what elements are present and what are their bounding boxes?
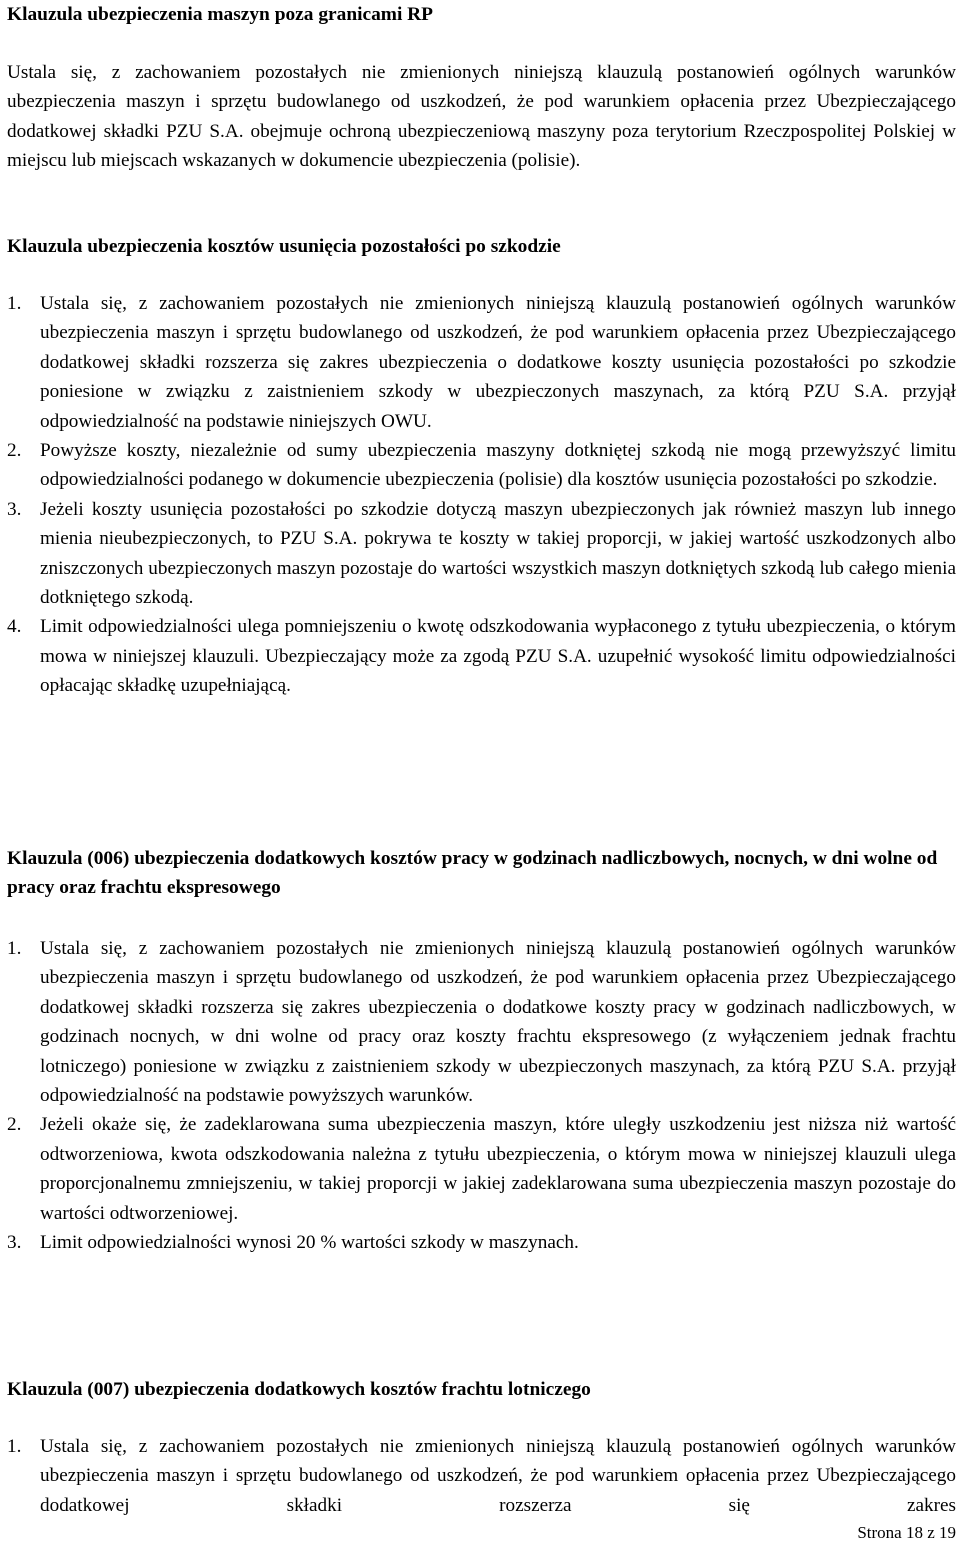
list-item-text: Powyższe koszty, niezależnie od sumy ubezpieczenia maszyny dotkniętej szkodą nie mogą przewyższyć limitu odpowiedzialności podanego w dokumencie ubezpieczenia (polisie) dla kosztów usunięcia pozostałości po szkodzie. xyxy=(40,440,956,491)
list-item xyxy=(7,612,956,700)
list-item-number: 2. xyxy=(7,440,22,462)
list-item-text: Jeżeli koszty usunięcia pozostałości po szkodzie dotyczą maszyn ubezpieczonych jak również maszyn lub innego mienia nieubezpieczonych, to PZU S.A. pokrywa te koszty w takiej proporcji, w jakiej wartość uszkodzonych albo zniszczonych ubezpieczonych maszyn pozostaje do wartości wszystkich maszyn dotkniętych szkodą lub całego mienia dotkniętego szkodą. xyxy=(40,498,956,609)
section-title-machines-abroad: Klauzula ubezpieczenia maszyn poza granicami RP xyxy=(7,4,434,25)
list-item xyxy=(7,1228,956,1257)
list-item-number: 1. xyxy=(7,1436,22,1457)
list-item-text: Jeżeli okaże się, że zadeklarowana suma ubezpieczenia maszyn, które uległy uszkodzeniu jest niższa niż wartość odtworzeniowa, kwota odszkodowania należna z tytułu ubezpieczenia, o którym mowa w niniejszej klauzuli ulega proporcjonalnemu zmniejszeniu, w takiej proporcji w jakiej zadeklarowana suma ubezpieczenia maszyn pozostaje do wartości odtworzeniowej. xyxy=(40,1114,956,1224)
section-title-overtime-costs: Klauzula (006) ubezpieczenia dodatkowych kosztów pracy w godzinach nadliczbowych, nocnych, w dni wolne od pracy oraz frachtu ekspresowego xyxy=(7,848,938,899)
list-item-number: 4. xyxy=(7,616,22,638)
overtime-costs-list xyxy=(7,934,956,1257)
list-item xyxy=(7,495,956,613)
section-paragraph-machines-abroad: Ustala się, z zachowaniem pozostałych nie zmienionych niniejszą klauzulą postanowień ogólnych warunków ubezpieczenia maszyn i sprzętu budowlanego od uszkodzeń, że pod warunkiem opłacenia przez Ubezpieczającego dodatkowej składki PZU S.A. obejmuje ochroną ubezpieczeniową maszyny poza terytorium Rzeczpospolitej Polskiej w miejscu lub miejscach wskazanych w dokumencie ubezpieczenia (polisie). xyxy=(7,62,956,172)
list-item-text: Ustala się, z zachowaniem pozostałych nie zmienionych niniejszą klauzulą postanowień ogólnych warunków ubezpieczenia maszyn i sprzętu budowlanego od uszkodzeń, że pod warunkiem opłacenia przez Ubezpieczającego dodatkowej składki rozszerza się zakres xyxy=(40,1436,956,1516)
list-item-text: Ustala się, z zachowaniem pozostałych nie zmienionych niniejszą klauzulą postanowień ogólnych warunków ubezpieczenia maszyn i sprzętu budowlanego od uszkodzeń, że pod warunkiem opłacenia przez Ubezpieczającego dodatkowej składki rozszerza się zakres ubezpieczenia o dodatkowe koszty pracy w godzinach nadliczbowych, w godzinach nocnych, w dni wolne od pracy oraz koszty frachtu ekspresowego (z wyłączeniem jednak frachtu lotniczego) poniesione w związku z zaistnieniem szkody w ubezpieczonych maszynach, za którą PZU S.A. przyjął odpowiedzialność na podstawie powyższych warunków. xyxy=(40,938,956,1107)
section-title-debris-removal: Klauzula ubezpieczenia kosztów usunięcia pozostałości po szkodzie xyxy=(7,236,561,257)
list-item-text: Limit odpowiedzialności wynosi 20 % wartości szkody w maszynach. xyxy=(40,1232,579,1254)
list-item xyxy=(7,289,956,436)
list-item-number: 3. xyxy=(7,1232,22,1254)
list-item xyxy=(7,1432,956,1520)
list-item-text: Limit odpowiedzialności ulega pomniejszeniu o kwotę odszkodowania wypłaconego z tytułu ubezpieczenia, o którym mowa w niniejszej klauzuli. Ubezpieczający może za zgodą PZU S.A. uzupełnić wysokość limitu odpowiedzialności opłacając składkę uzupełniającą. xyxy=(40,616,956,697)
list-item-number: 2. xyxy=(7,1114,22,1136)
page-number: Strona 18 z 19 xyxy=(857,1523,956,1542)
list-item-number: 1. xyxy=(7,938,22,959)
list-item-text: Ustala się, z zachowaniem pozostałych nie zmienionych niniejszą klauzulą postanowień ogólnych warunków ubezpieczenia maszyn i sprzętu budowlanego od uszkodzeń, że pod warunkiem opłacenia przez Ubezpieczającego dodatkowej składki rozszerza się zakres ubezpieczenia o dodatkowe koszty usunięcia pozostałości po szkodzie poniesione w związku z zaistnieniem szkody w ubezpieczonych maszynach, za którą PZU S.A. przyjął odpowiedzialność na podstawie niniejszych OWU. xyxy=(40,293,956,432)
list-item xyxy=(7,934,956,1110)
debris-removal-list xyxy=(7,289,956,701)
list-item xyxy=(7,436,956,495)
section-title-air-freight: Klauzula (007) ubezpieczenia dodatkowych kosztów frachtu lotniczego xyxy=(7,1379,591,1400)
list-item-number: 1. xyxy=(7,293,22,314)
air-freight-list xyxy=(7,1432,956,1520)
list-item xyxy=(7,1110,956,1228)
list-item-number: 3. xyxy=(7,498,22,520)
